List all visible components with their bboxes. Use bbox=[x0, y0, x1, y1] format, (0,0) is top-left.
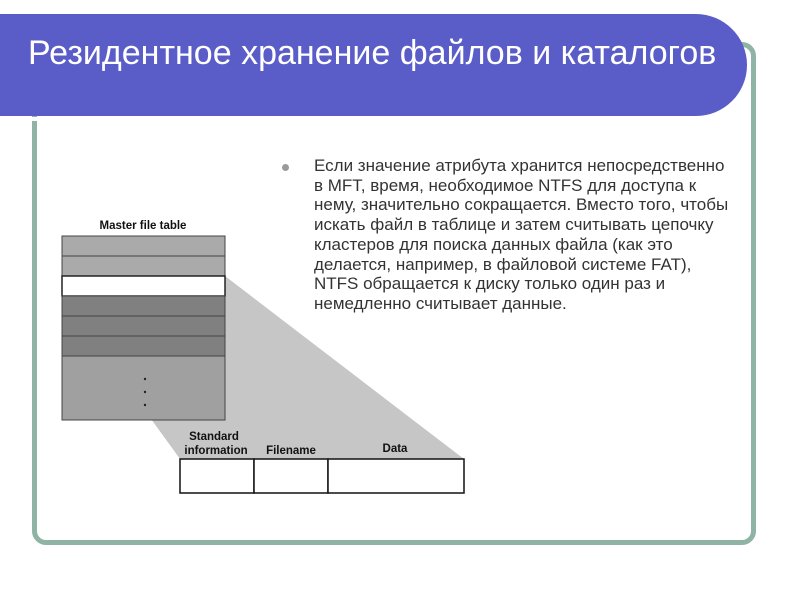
mft-row bbox=[62, 256, 225, 276]
field-label-filename: Filename bbox=[266, 445, 316, 457]
mft-row bbox=[62, 316, 225, 336]
mft-table bbox=[62, 236, 225, 420]
record-cell-data bbox=[328, 459, 464, 493]
mft-row bbox=[62, 336, 225, 356]
mft-row-highlighted bbox=[62, 276, 225, 296]
mft-row bbox=[62, 236, 225, 256]
slide-title: Резидентное хранение файлов и каталогов bbox=[28, 34, 717, 72]
field-label-data: Data bbox=[382, 443, 408, 455]
record-layout bbox=[180, 459, 464, 493]
record-cell-filename bbox=[254, 459, 328, 493]
mft-label: Master file table bbox=[99, 220, 187, 232]
field-label-standard-info: Standard bbox=[189, 431, 239, 443]
bullet-text: Если значение атрибута хранится непосредственно в MFT, время, необходимое NTFS для доступа к нему, значительно сокращается. Вместо того, чтобы искать файл в таблице и затем считывать цепочку кластеров для поиска данных файла (как это делается, например, в файловой системе FAT), NTFS обращается к диску только один раз и немедленно считывает данные. bbox=[314, 156, 729, 313]
mft-row bbox=[62, 296, 225, 316]
mft-row-remainder bbox=[62, 356, 225, 420]
record-cell-standard-info bbox=[180, 459, 254, 493]
field-label-standard-info-line2: information bbox=[184, 445, 248, 457]
